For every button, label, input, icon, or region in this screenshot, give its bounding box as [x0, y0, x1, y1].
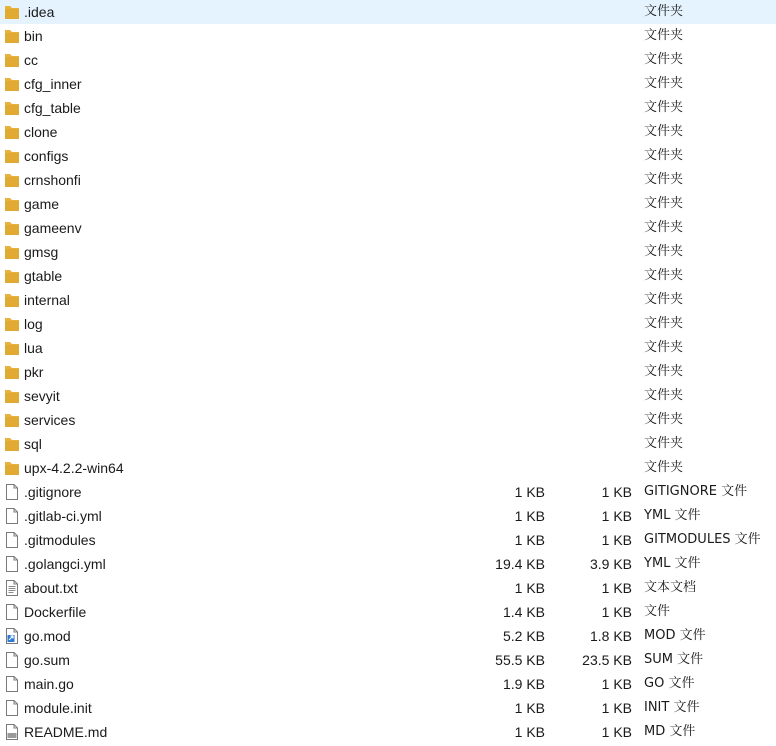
- folder-icon: [4, 315, 20, 333]
- file-row[interactable]: [0, 168, 776, 192]
- file-size: 1.4 KB: [502, 604, 545, 620]
- file-name: cfg_inner: [24, 76, 82, 92]
- file-type: 文件夹: [644, 316, 684, 331]
- file-packed-size: 1 KB: [601, 508, 632, 524]
- folder-icon: [4, 171, 20, 189]
- file-type: YML 文件: [644, 508, 701, 523]
- file-type: 文件夹: [644, 172, 684, 187]
- file-name: clone: [24, 124, 58, 140]
- file-packed-size: 1 KB: [601, 700, 632, 716]
- text-document-icon: [4, 579, 20, 597]
- file-name: game: [24, 196, 60, 212]
- file-type: 文本文档: [644, 580, 697, 595]
- file-name: Dockerfile: [24, 604, 87, 620]
- file-type: 文件夹: [644, 460, 684, 475]
- file-row[interactable]: [0, 288, 776, 312]
- file-type: 文件夹: [644, 268, 684, 283]
- file-icon: [4, 531, 20, 549]
- file-name: sql: [24, 436, 42, 452]
- file-name: gameenv: [24, 220, 82, 236]
- file-packed-size: 1 KB: [601, 604, 632, 620]
- file-row[interactable]: [0, 600, 776, 624]
- file-row[interactable]: [0, 216, 776, 240]
- file-packed-size: 1 KB: [601, 580, 632, 596]
- file-row[interactable]: [0, 144, 776, 168]
- file-icon: [4, 675, 20, 693]
- file-name: upx-4.2.2-win64: [24, 460, 124, 476]
- file-name: about.txt: [24, 580, 78, 596]
- file-name: .gitlab-ci.yml: [24, 508, 102, 524]
- file-name: lua: [24, 340, 43, 356]
- file-type: 文件夹: [644, 292, 684, 307]
- file-row[interactable]: [0, 24, 776, 48]
- folder-icon: [4, 435, 20, 453]
- file-row[interactable]: [0, 360, 776, 384]
- file-size: 1.9 KB: [502, 676, 545, 692]
- file-type: 文件夹: [644, 196, 684, 211]
- file-size: 1 KB: [514, 724, 545, 740]
- file-icon: [4, 483, 20, 501]
- file-size: 1 KB: [514, 700, 545, 716]
- file-icon: [4, 555, 20, 573]
- file-row[interactable]: [0, 576, 776, 600]
- folder-icon: [4, 291, 20, 309]
- file-name: .gitignore: [24, 484, 82, 500]
- file-icon: [4, 603, 20, 621]
- file-name: services: [24, 412, 76, 428]
- file-packed-size: 1 KB: [601, 484, 632, 500]
- file-row[interactable]: [0, 120, 776, 144]
- folder-icon: [4, 195, 20, 213]
- file-type: GO 文件: [644, 676, 695, 691]
- file-name: go.mod: [24, 628, 71, 644]
- file-type: 文件夹: [644, 124, 684, 139]
- file-row[interactable]: [0, 96, 776, 120]
- file-packed-size: 1.8 KB: [589, 628, 632, 644]
- markdown-file-icon: [4, 723, 20, 741]
- file-row[interactable]: [0, 408, 776, 432]
- file-icon: [4, 651, 20, 669]
- file-packed-size: 1 KB: [601, 676, 632, 692]
- file-type: 文件夹: [644, 100, 684, 115]
- file-name: internal: [24, 292, 70, 308]
- folder-icon: [4, 363, 20, 381]
- file-size: 1 KB: [514, 532, 545, 548]
- folder-icon: [4, 387, 20, 405]
- folder-icon: [4, 411, 20, 429]
- file-row[interactable]: [0, 504, 776, 528]
- folder-icon: [4, 3, 20, 21]
- folder-icon: [4, 219, 20, 237]
- file-type: 文件夹: [644, 340, 684, 355]
- file-type: 文件夹: [644, 244, 684, 259]
- folder-icon: [4, 27, 20, 45]
- file-row[interactable]: [0, 384, 776, 408]
- file-name: cc: [24, 52, 38, 68]
- file-type: GITIGNORE 文件: [644, 484, 748, 499]
- file-type: YML 文件: [644, 556, 701, 571]
- mod-file-icon: [4, 627, 20, 645]
- file-name: sevyit: [24, 388, 60, 404]
- file-type: 文件: [644, 604, 671, 619]
- folder-icon: [4, 147, 20, 165]
- file-name: crnshonfi: [24, 172, 81, 188]
- file-row[interactable]: [0, 336, 776, 360]
- file-row[interactable]: [0, 552, 776, 576]
- file-name: .gitmodules: [24, 532, 96, 548]
- file-row[interactable]: [0, 456, 776, 480]
- file-row[interactable]: [0, 624, 776, 648]
- file-type: 文件夹: [644, 4, 684, 19]
- file-type: 文件夹: [644, 364, 684, 379]
- folder-icon: [4, 75, 20, 93]
- file-row[interactable]: [0, 648, 776, 672]
- folder-icon: [4, 51, 20, 69]
- file-name: module.init: [24, 700, 92, 716]
- file-packed-size: 1 KB: [601, 532, 632, 548]
- file-name: configs: [24, 148, 69, 164]
- file-row[interactable]: [0, 720, 776, 744]
- file-icon: [4, 699, 20, 717]
- file-row[interactable]: [0, 72, 776, 96]
- file-row[interactable]: [0, 48, 776, 72]
- file-name: log: [24, 316, 43, 332]
- folder-icon: [4, 339, 20, 357]
- file-name: .golangci.yml: [24, 556, 106, 572]
- file-size: 1 KB: [514, 508, 545, 524]
- file-row[interactable]: [0, 696, 776, 720]
- file-row[interactable]: [0, 672, 776, 696]
- file-icon: [4, 507, 20, 525]
- folder-icon: [4, 123, 20, 141]
- file-row[interactable]: [0, 0, 776, 24]
- file-type: 文件夹: [644, 52, 684, 67]
- file-name: gtable: [24, 268, 63, 284]
- file-row[interactable]: [0, 480, 776, 504]
- file-row[interactable]: [0, 312, 776, 336]
- file-name: go.sum: [24, 652, 70, 668]
- file-type: INIT 文件: [644, 700, 700, 715]
- file-size: 1 KB: [514, 580, 545, 596]
- folder-icon: [4, 459, 20, 477]
- file-name: README.md: [24, 724, 108, 740]
- file-type: 文件夹: [644, 148, 684, 163]
- file-type: MOD 文件: [644, 628, 706, 643]
- file-packed-size: 23.5 KB: [582, 652, 632, 668]
- folder-icon: [4, 99, 20, 117]
- folder-icon: [4, 243, 20, 261]
- file-name: gmsg: [24, 244, 59, 260]
- file-name: pkr: [24, 364, 44, 380]
- file-row[interactable]: [0, 264, 776, 288]
- file-name: bin: [24, 28, 43, 44]
- file-type: GITMODULES 文件: [644, 532, 761, 547]
- file-type: 文件夹: [644, 76, 684, 91]
- file-type: 文件夹: [644, 436, 684, 451]
- file-packed-size: 3.9 KB: [589, 556, 632, 572]
- folder-icon: [4, 267, 20, 285]
- file-row[interactable]: [0, 192, 776, 216]
- file-type: SUM 文件: [644, 652, 704, 667]
- file-row[interactable]: [0, 240, 776, 264]
- file-row[interactable]: [0, 432, 776, 456]
- file-type: 文件夹: [644, 220, 684, 235]
- file-size: 19.4 KB: [495, 556, 545, 572]
- file-row[interactable]: [0, 528, 776, 552]
- file-type: 文件夹: [644, 388, 684, 403]
- file-size: 1 KB: [514, 484, 545, 500]
- file-type: 文件夹: [644, 412, 684, 427]
- file-name: main.go: [24, 676, 74, 692]
- file-type: MD 文件: [644, 724, 696, 739]
- file-size: 55.5 KB: [495, 652, 545, 668]
- file-name: .idea: [24, 4, 55, 20]
- file-size: 5.2 KB: [502, 628, 545, 644]
- file-packed-size: 1 KB: [601, 724, 632, 740]
- file-name: cfg_table: [24, 100, 81, 116]
- file-type: 文件夹: [644, 28, 684, 43]
